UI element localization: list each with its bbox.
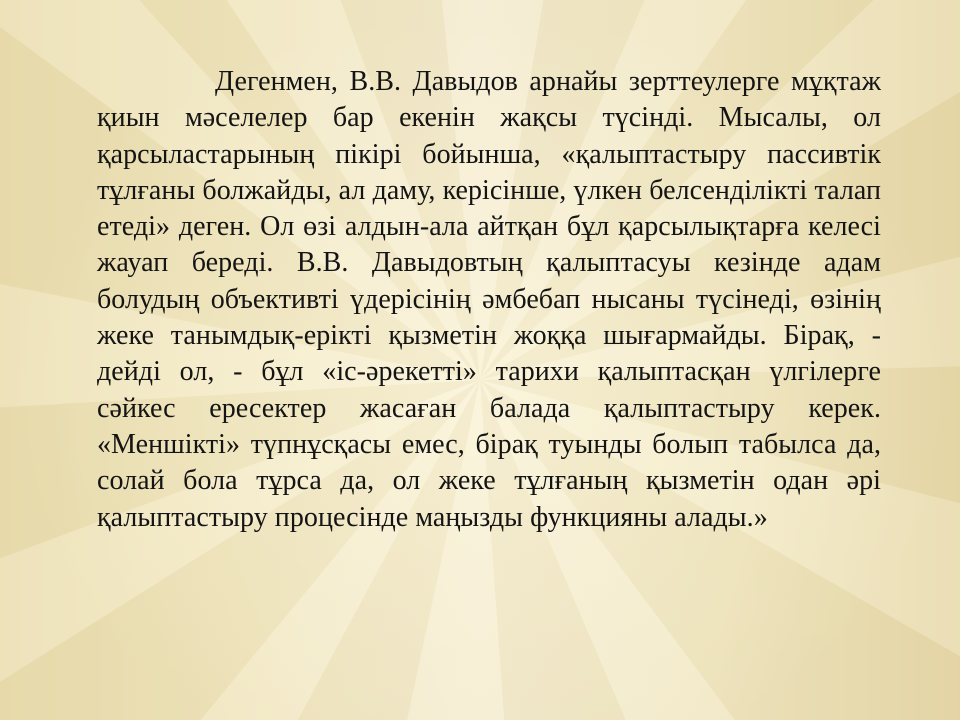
body-text: Дегенмен, В.В. Давыдов арнайы зерттеулерге мұқтаж қиын мәселелер бар екенін жақсы түсінді. Мысалы, ол қарсыластарының пікірі бойынша, «қалыптастыру пассивтік тұлғаны болжайды, ал даму, керісінше, үлкен белсенділікті талап етеді» деген. Ол өзі алдын-ала айтқан бұл қарсылықтарға келесі жауап береді. В.В. Давыдовтың қалыптасуы кезінде адам болудың объективті үдерісінің әмбебап нысаны түсінеді, өзінің жеке танымдық-ерікті қызметін жоққа шығармайды. Бірақ, - дейді ол, - бұл «іс-әрекетті» тарихи қалыптасқан үлгілерге сәйкес ересектер жасаған балада қалыптастыру керек. «Меншікті» түпнұсқасы емес, бірақ туынды болып табылса да, солай бола тұрса да, ол жеке тұлғаның қызметін одан әрі қалыптастыру процесінде маңызды функцияны алады.» (97, 66, 881, 533)
